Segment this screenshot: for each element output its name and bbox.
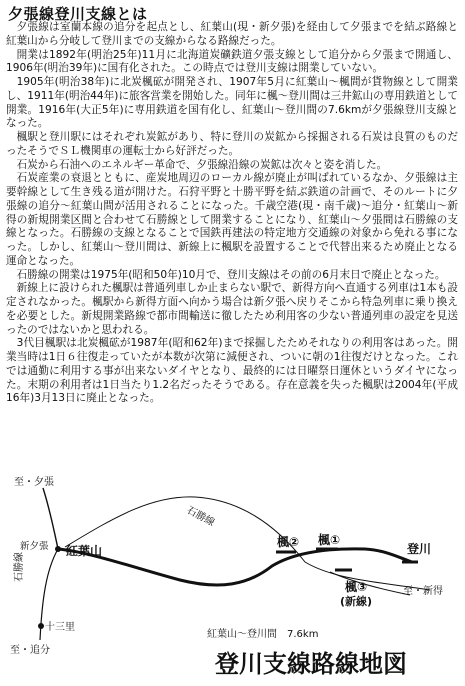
jusanri-station [38, 623, 44, 629]
jusanri-label: 十三里 [45, 622, 75, 633]
paragraph: 1905年(明治38年)に北炭楓砿が開発され、1907年5月に紅葉山～楓間が貨物線として開業し、1911年(明治44年)に旅客営業を開始した。同年に楓～登川間は三井鉱山の専用鉄道として開業。1916年(大正5年)に専用鉄道を国有化し、紅葉山～登川間の7.6kmが夕張線登川支線となった。 [6, 76, 458, 130]
sekisho-left-label: 石勝線 [14, 552, 25, 582]
paragraph: 3代目楓駅は北炭楓砿が1987年(昭和62年)まで採掘したためそれなりの利用客はあった。開業当時は1日６往復走っていたが本数が次第に減便され、ついに朝の1往復だけとなった。これでは通勤に利用する事が出来ないダイヤとなり、最終的には日曜祭日運休というダイヤになった。末期の利用者は1日当たり1.2名だったそうである。存在意義を失った楓駅は2004年(平成16年)3月13日に廃止となった。 [6, 337, 458, 405]
shin-yubari-label: 新夕張 [20, 541, 49, 552]
kaede3-label: 楓③ [345, 580, 368, 594]
paragraph: 開業は1892年(明治25年)11月に北海道炭礦鉄道夕張支線として追分から夕張まで開通し、1906年(明治39年)に国有化された。この時点では登川支線は開業していない。 [6, 48, 458, 75]
momijiyama-label: 紅葉山 [66, 544, 103, 558]
noborikawa-label: 登川 [407, 542, 432, 556]
map-title: 登川支線路線地図 [215, 650, 407, 678]
paragraph: 新線上に設けられた楓駅は普通列車しか止まらない駅で、新得方向へ直通する列車は1本も設定されなかった。楓駅から新得方面へ向かう場合は新夕張へ戻りそこから特急列車に乗り換えを必要とした。新規開業路線で都市間輸送に徹したため利用客の少ない普通列車の設定を見送ったのではないかと思われる。 [6, 282, 458, 336]
yubari-line [43, 488, 58, 549]
paragraph: 夕張線は室蘭本線の追分を起点とし、紅葉山(現・新夕張)を経由して夕張までを結ぶ路線と紅葉山から分岐して登川までの支線からなる路線だった。 [6, 21, 458, 47]
paragraph: 石炭から石油へのエネルギー革命で、夕張線沿線の炭鉱は次々と姿を消した。 [16, 158, 388, 171]
sekisho-upper-label: 石勝線 [184, 504, 217, 529]
distance-note: 紅葉山～登川間 7.6km [207, 629, 319, 640]
to-oiwake-label: 至・追分 [10, 645, 50, 656]
route-map [0, 470, 465, 686]
article-body [6, 21, 458, 406]
momijiyama-station [55, 546, 61, 552]
to-shintoku-label: 至・新得 [403, 586, 443, 597]
kaede3-sub-label: (新線) [340, 595, 373, 608]
article-title: 夕張線登川支線とは [8, 5, 148, 23]
paragraph: 石勝線の開業は1975年(昭和50年)10月で、登川支線はその前の6月末日で廃止となった。 [16, 268, 446, 281]
to-yubari-label: 至・夕張 [14, 477, 54, 488]
shintoku-branch [330, 572, 410, 595]
paragraph: 楓駅と登川駅にはそれぞれ炭鉱があり、特に登川の炭鉱から採掘される石炭は良質のものだったそうでＳＬ機関車の運転士から好評だった。 [6, 131, 458, 157]
paragraph: 石炭産業の衰退とともに、産炭地周辺のローカル線が廃止が叫ばれているなか、夕張線は主要幹線として生き残る道が開けた。石狩平野と十勝平野を結ぶ鉄道の計画で、そのルートに夕張線の追分～紅葉山間が活用されることになった。千歳空港(現・南千歳)～追分・紅葉山～新得の新規開業区間と合わせて石勝線として開業することになり、紅葉山～夕張間は石勝線の支線となった。石勝線の支線となることで国鉄再建法の特定地方交通線の対象から免れる事になった。しかし、紅葉山～登川間は、新線上に楓駅を設置することで代替出来るため廃止となる運命となった。 [6, 172, 458, 267]
kaede1-label: 楓① [318, 533, 341, 547]
kaede2-label: 楓② [277, 535, 300, 549]
sekisho-line-new [65, 497, 430, 590]
